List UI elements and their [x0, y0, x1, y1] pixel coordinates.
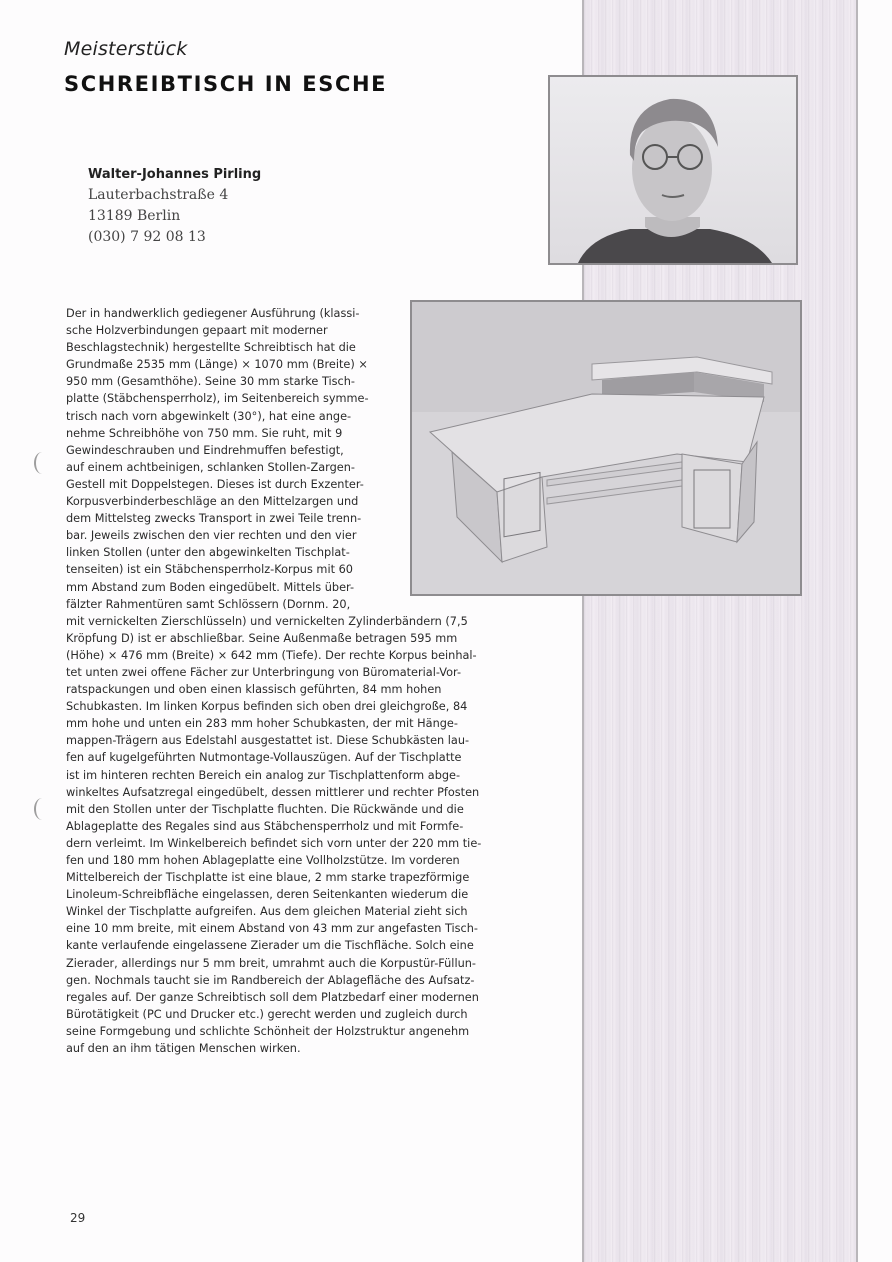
- body-text-line: sche Holzverbindungen gepaart mit moderner: [66, 324, 328, 338]
- body-text-line: ratspackungen und oben einen klassisch geführten, 84 mm hohen: [66, 683, 442, 697]
- body-text-line: mit vernickelten Zierschlüsseln) und vernickelten Zylinderbändern (7,5: [66, 614, 468, 628]
- body-text-line: auf einem achtbeinigen, schlanken Stollen-Zargen-: [66, 460, 355, 474]
- body-text-line: Mittelbereich der Tischplatte ist eine blaue, 2 mm starke trapezförmige: [66, 871, 470, 885]
- body-text-line: Schubkasten. Im linken Korpus befinden sich oben drei gleichgroße, 84: [66, 700, 468, 714]
- body-text-line: tenseiten) ist ein Stäbchensperrholz-Korpus mit 60: [66, 563, 353, 577]
- body-text-line: Zierader, allerdings nur 5 mm breit, umrahmt auch die Korpustür-Füllun-: [66, 956, 476, 970]
- body-text-line: fen auf kugelgeführten Nutmontage-Vollauszügen. Auf der Tischplatte: [66, 751, 462, 765]
- maker-name: Walter-Johannes Pirling: [88, 167, 262, 182]
- body-text-line: winkeltes Aufsatzregal eingedübelt, dessen mittlerer und rechter Pfosten: [66, 785, 480, 799]
- portrait-photo: [548, 75, 798, 265]
- body-text-line: mm Abstand zum Boden eingedübelt. Mittels über-: [66, 580, 355, 594]
- body-text-line: mit den Stollen unter der Tischplatte fluchten. Die Rückwände und die: [66, 802, 464, 816]
- body-text-line: kante verlaufende eingelassene Zierader um die Tischfläche. Solch eine: [66, 939, 474, 953]
- face: [632, 117, 712, 221]
- body-text-line: platte (Stäbchensperrholz), im Seitenbereich symme-: [66, 392, 369, 406]
- body-text-line: linken Stollen (unter den abgewinkelten Tischplat-: [66, 546, 350, 560]
- body-text-line: Ablageplatte des Regales sind aus Stäbchensperrholz und mit Formfe-: [66, 819, 464, 833]
- body-text-line: regales auf. Der ganze Schreibtisch soll dem Platzbedarf einer modernen: [66, 990, 479, 1004]
- body-text-line: Gestell mit Doppelstegen. Dieses ist durch Exzenter-: [66, 477, 364, 491]
- street-address: Lauterbachstraße 4: [88, 187, 229, 203]
- body-text-line: Gewindeschrauben und Eindrehmuffen befestigt,: [66, 443, 344, 457]
- city: 13189 Berlin: [88, 208, 181, 224]
- body-text-line: 950 mm (Gesamthöhe). Seine 30 mm starke Tisch-: [66, 375, 355, 389]
- body-text-line: Der in handwerklich gediegener Ausführung (klassi-: [66, 307, 360, 320]
- body-text-line: Bürotätigkeit (PC und Drucker etc.) gerecht werden und zugleich durch: [66, 1007, 468, 1021]
- body-text-line: auf den an ihm tätigen Menschen wirken.: [66, 1042, 301, 1056]
- body-text-line: trisch nach vorn abgewinkelt (30°), hat eine ange-: [66, 409, 352, 423]
- body-text-line: tet unten zwei offene Fächer zur Unterbringung von Büromaterial-Vor-: [66, 665, 462, 679]
- body-text-line: (Höhe) × 476 mm (Breite) × 642 mm (Tiefe). Der rechte Korpus beinhal-: [66, 648, 477, 662]
- page-number: 29: [70, 1211, 86, 1225]
- body-text-line: Linoleum-Schreibfläche eingelassen, deren Seitenkanten wiederum die: [66, 888, 469, 902]
- article-title: SCHREIBTISCH IN ESCHE: [64, 72, 388, 96]
- body-text-line: nehme Schreibhöhe von 750 mm. Sie ruht, mit 9: [66, 426, 343, 440]
- body-text-line: Kröpfung D) ist er abschließbar. Seine Außenmaße betragen 595 mm: [66, 631, 458, 645]
- body-text-line: Korpusverbinderbeschläge an den Mittelzargen und: [66, 495, 359, 509]
- section-kicker: Meisterstück: [64, 38, 188, 60]
- body-text-line: dern verleimt. Im Winkelbereich befindet sich vorn unter der 220 mm tie-: [66, 836, 482, 850]
- body-text-line: fälzter Rahmentüren samt Schlössern (Dornm. 20,: [66, 597, 351, 611]
- body-text-line: Beschlagstechnik) hergestellte Schreibtisch hat die: [66, 341, 356, 355]
- body-text-line: dem Mittelsteg zwecks Transport in zwei Teile trenn-: [66, 512, 362, 526]
- body-text-line: seine Formgebung und schlichte Schönheit der Holzstruktur angenehm: [66, 1024, 470, 1038]
- body-text-line: bar. Jeweils zwischen den vier rechten und den vier: [66, 529, 357, 543]
- punch-hole-mark: [34, 798, 50, 820]
- body-text-line: Grundmaße 2535 mm (Länge) × 1070 mm (Breite) ×: [66, 358, 368, 372]
- phone-number: (030) 7 92 08 13: [88, 229, 206, 245]
- body-text-line: gen. Nochmals taucht sie im Randbereich der Ablagefläche des Aufsatz-: [66, 973, 475, 987]
- body-text-line: mappen-Trägern aus Edelstahl ausgestattet ist. Diese Schubkästen lau-: [66, 734, 470, 748]
- body-text-line: mm hohe und unten ein 283 mm hoher Schubkasten, der mit Hänge-: [66, 717, 458, 731]
- body-text-line: ist im hinteren rechten Bereich ein analog zur Tischplattenform abge-: [66, 768, 461, 782]
- punch-hole-mark: [34, 452, 50, 474]
- body-text-line: Winkel der Tischplatte aufgreifen. Aus dem gleichen Material zieht sich: [66, 905, 468, 919]
- portrait-illustration: [550, 77, 796, 263]
- article-body: [66, 305, 526, 1057]
- contact-block: [88, 164, 261, 248]
- body-text-line: fen und 180 mm hohen Ablageplatte eine Vollholzstütze. Im vorderen: [66, 854, 460, 867]
- body-text-line: eine 10 mm breite, mit einem Abstand von 43 mm zur angefasten Tisch-: [66, 922, 478, 936]
